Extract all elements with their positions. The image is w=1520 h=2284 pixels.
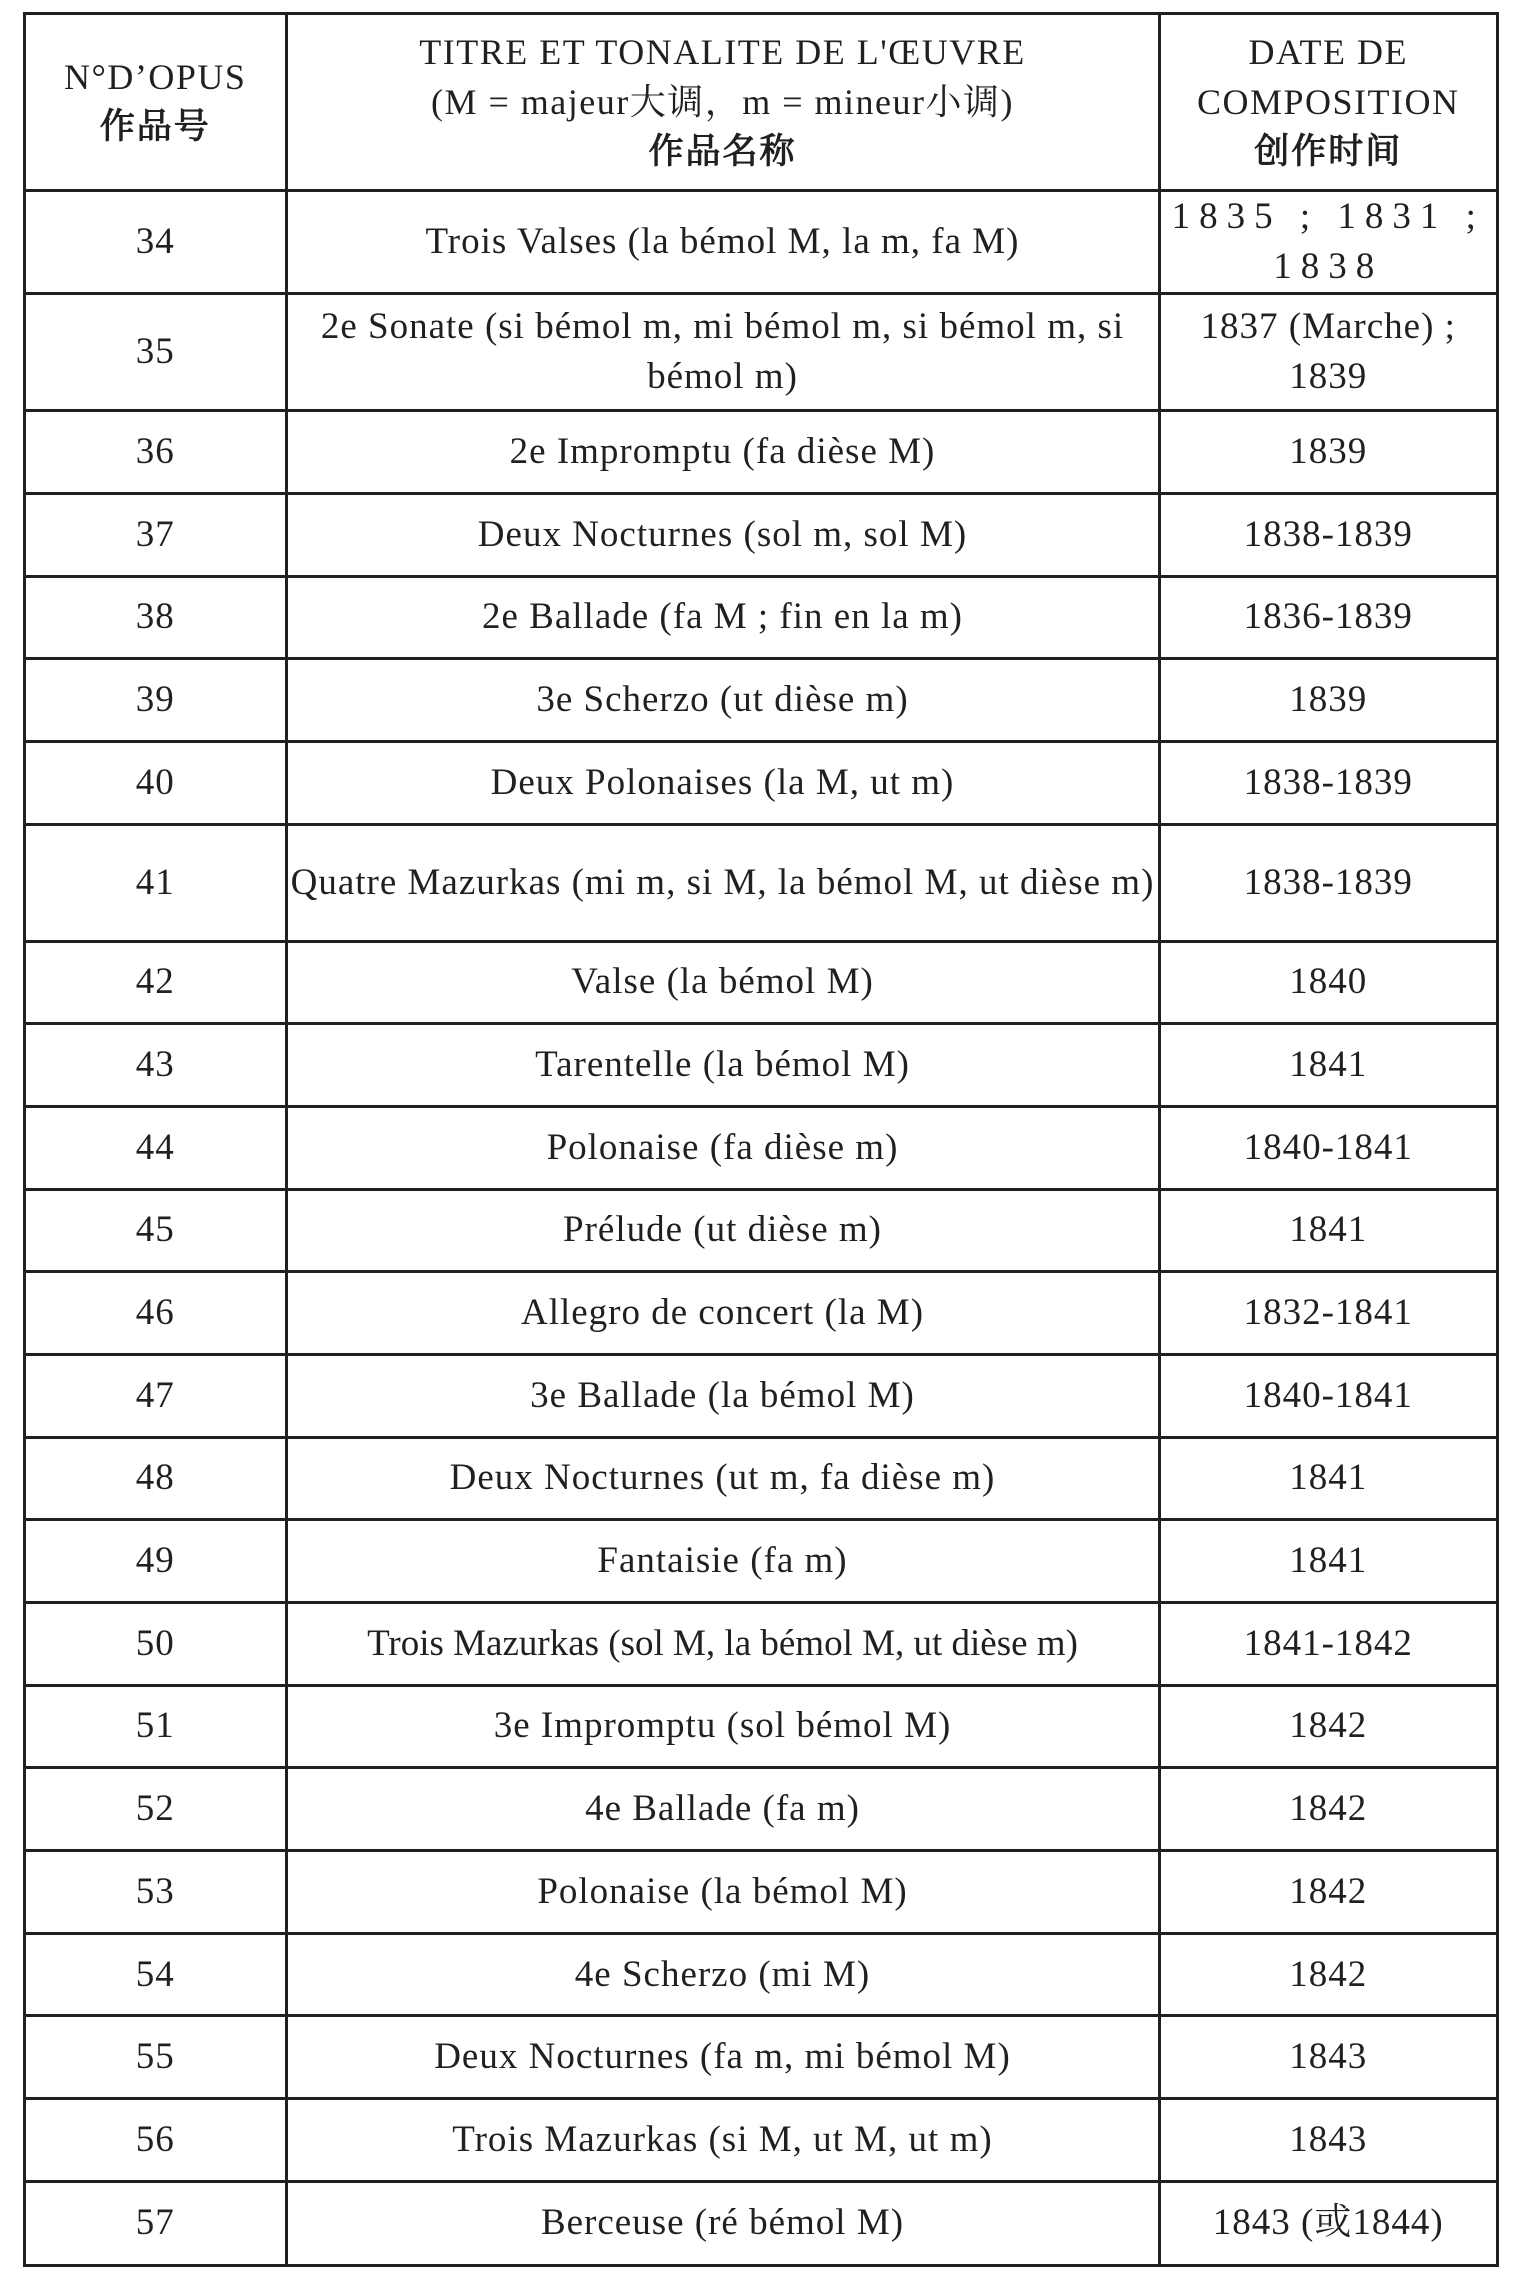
date-cell: 1841: [1159, 1189, 1496, 1272]
title-cell: 2e Ballade (fa M ; fin en la m): [286, 576, 1159, 659]
opus-cell: 50: [26, 1602, 286, 1685]
title-cell: 2e Sonate (si bémol m, mi bémol m, si bémol m, si bémol m): [286, 294, 1159, 411]
title-cell: Trois Mazurkas (si M, ut M, ut m): [286, 2099, 1159, 2182]
opus-cell: 38: [26, 576, 286, 659]
header-title-fr: TITRE ET TONALITE DE L'ŒUVRE: [419, 31, 1026, 72]
title-cell: 3e Impromptu (sol bémol M): [286, 1685, 1159, 1768]
table-row: [26, 1851, 1496, 1934]
title-cell: Allegro de concert (la M): [286, 1272, 1159, 1355]
table-row: [26, 576, 1496, 659]
opus-cell: 54: [26, 1933, 286, 2016]
date-cell: 1832-1841: [1159, 1272, 1496, 1355]
table-row: [26, 2099, 1496, 2182]
title-cell: 4e Scherzo (mi M): [286, 1933, 1159, 2016]
title-cell: Deux Nocturnes (sol m, sol M): [286, 493, 1159, 576]
date-cell: 1842: [1159, 1933, 1496, 2016]
header-opus-fr: N°D’OPUS: [64, 56, 247, 97]
date-cell: 1843: [1159, 2016, 1496, 2099]
title-cell: Tarentelle (la bémol M): [286, 1024, 1159, 1107]
title-cell: Polonaise (la bémol M): [286, 1851, 1159, 1934]
table-row: [26, 190, 1496, 294]
opus-cell: 56: [26, 2099, 286, 2182]
title-cell: 2e Impromptu (fa dièse M): [286, 411, 1159, 494]
title-cell: Deux Nocturnes (fa m, mi bémol M): [286, 2016, 1159, 2099]
title-cell: Quatre Mazurkas (mi m, si M, la bémol M, ut dièse m): [286, 824, 1159, 941]
table-row: [26, 1685, 1496, 1768]
title-cell: Valse (la bémol M): [286, 941, 1159, 1024]
opus-cell: 57: [26, 2181, 286, 2264]
opus-cell: 35: [26, 294, 286, 411]
opus-cell: 53: [26, 1851, 286, 1934]
title-cell: Berceuse (ré bémol M): [286, 2181, 1159, 2264]
date-cell: 1839: [1159, 411, 1496, 494]
opus-cell: 47: [26, 1354, 286, 1437]
title-cell: Trois Mazurkas (sol M, la bémol M, ut dièse m): [286, 1602, 1159, 1685]
date-cell: 1840: [1159, 941, 1496, 1024]
date-cell: 1838-1839: [1159, 493, 1496, 576]
opus-cell: 41: [26, 824, 286, 941]
table-row: [26, 1272, 1496, 1355]
table-row: [26, 2181, 1496, 2264]
date-cell: 1840-1841: [1159, 1354, 1496, 1437]
header-date-zh: 创作时间: [1254, 131, 1403, 172]
title-cell: Polonaise (fa dièse m): [286, 1106, 1159, 1189]
table-row: [26, 824, 1496, 941]
opus-cell: 42: [26, 941, 286, 1024]
date-cell: 1842: [1159, 1768, 1496, 1851]
title-cell: 4e Ballade (fa m): [286, 1768, 1159, 1851]
date-cell: 1842: [1159, 1685, 1496, 1768]
opus-cell: 55: [26, 2016, 286, 2099]
header-opus: [26, 15, 286, 190]
title-cell: Deux Polonaises (la M, ut m): [286, 741, 1159, 824]
table-row: [26, 411, 1496, 494]
table-row: [26, 2016, 1496, 2099]
table-row: [26, 941, 1496, 1024]
table-row: [26, 294, 1496, 411]
table-row: [26, 1437, 1496, 1520]
date-cell: 1841: [1159, 1024, 1496, 1107]
table-row: [26, 1189, 1496, 1272]
opus-cell: 49: [26, 1520, 286, 1603]
date-cell: 1842: [1159, 1851, 1496, 1934]
header-date: [1159, 15, 1496, 190]
date-cell: 1838-1839: [1159, 824, 1496, 941]
header-date-line1: DATE DE: [1248, 31, 1408, 72]
opus-cell: 48: [26, 1437, 286, 1520]
opus-cell: 46: [26, 1272, 286, 1355]
title-cell: Fantaisie (fa m): [286, 1520, 1159, 1603]
opus-cell: 45: [26, 1189, 286, 1272]
date-cell: 1840-1841: [1159, 1106, 1496, 1189]
date-cell: 1835 ; 1831 ; 1838: [1159, 190, 1496, 294]
opus-cell: 51: [26, 1685, 286, 1768]
opus-cell: 39: [26, 659, 286, 742]
date-cell: 1837 (Marche) ; 1839: [1159, 294, 1496, 411]
date-cell: 1841: [1159, 1520, 1496, 1603]
date-cell: 1838-1839: [1159, 741, 1496, 824]
header-date-line2: COMPOSITION: [1196, 81, 1460, 122]
title-cell: 3e Ballade (la bémol M): [286, 1354, 1159, 1437]
header-opus-zh: 作品号: [99, 106, 211, 147]
table-row: [26, 1106, 1496, 1189]
title-cell: Trois Valses (la bémol M, la m, fa M): [286, 190, 1159, 294]
table-row: [26, 493, 1496, 576]
table-row: [26, 741, 1496, 824]
date-cell: 1841: [1159, 1437, 1496, 1520]
date-cell: 1843 (或1844): [1159, 2181, 1496, 2264]
table-row: [26, 1933, 1496, 2016]
date-cell: 1836-1839: [1159, 576, 1496, 659]
header-title: [286, 15, 1159, 190]
date-cell: 1839: [1159, 659, 1496, 742]
opus-cell: 34: [26, 190, 286, 294]
table-row: [26, 1602, 1496, 1685]
table-row: [26, 1354, 1496, 1437]
opus-cell: 36: [26, 411, 286, 494]
opus-cell: 44: [26, 1106, 286, 1189]
date-cell: 1843: [1159, 2099, 1496, 2182]
opus-cell: 43: [26, 1024, 286, 1107]
header-title-zh: 作品名称: [648, 131, 797, 172]
header-title-legend: (M = majeur大调，m = mineur小调): [430, 81, 1014, 122]
opus-cell: 40: [26, 741, 286, 824]
opus-cell: 37: [26, 493, 286, 576]
table-row: [26, 659, 1496, 742]
table-row: [26, 1024, 1496, 1107]
date-cell: 1841-1842: [1159, 1602, 1496, 1685]
title-cell: 3e Scherzo (ut dièse m): [286, 659, 1159, 742]
table-row: [26, 1520, 1496, 1603]
header-row: [26, 15, 1496, 190]
works-table-frame: [23, 12, 1499, 2267]
title-cell: Prélude (ut dièse m): [286, 1189, 1159, 1272]
opus-cell: 52: [26, 1768, 286, 1851]
works-table: [26, 15, 1496, 2264]
table-row: [26, 1768, 1496, 1851]
title-cell: Deux Nocturnes (ut m, fa dièse m): [286, 1437, 1159, 1520]
